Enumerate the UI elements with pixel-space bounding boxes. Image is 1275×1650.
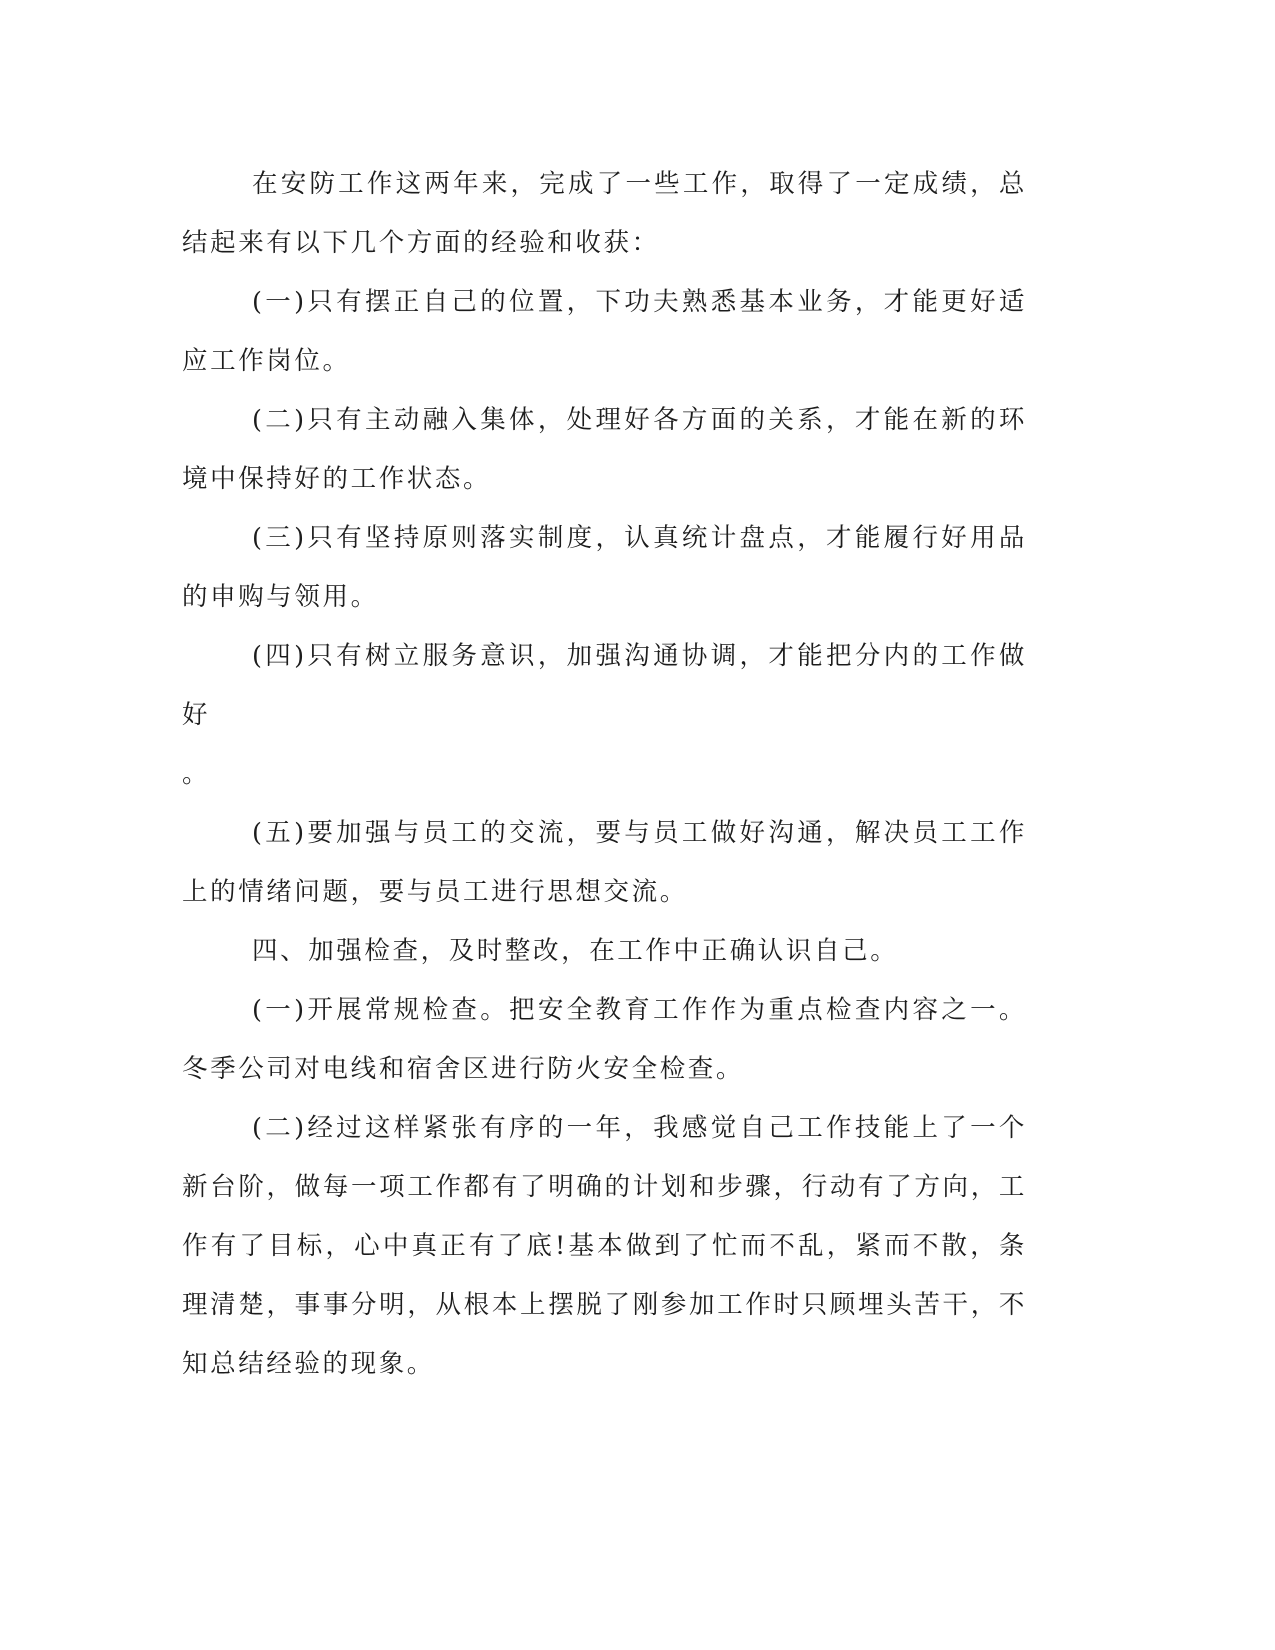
paragraph-intro: 在安防工作这两年来，完成了一些工作，取得了一定成绩，总结起来有以下几个方面的经验和收获： <box>182 169 1027 258</box>
paragraph-item-3: (三)只有坚持原则落实制度，认真统计盘点，才能履行好用品的申购与领用。 <box>182 523 1027 612</box>
paragraph-item-1: (一)只有摆正自己的位置，下功夫熟悉基本业务，才能更好适应工作岗位。 <box>182 287 1027 376</box>
paragraph-item-5: (五)要加强与员工的交流，要与员工做好沟通，解决员工工作上的情绪问题，要与员工进行思想交流。 <box>182 818 1027 907</box>
paragraph-check-2: (二)经过这样紧张有序的一年，我感觉自己工作技能上了一个新台阶，做每一项工作都有了明确的计划和步骤，行动有了方向，工作有了目标，心中真正有了底!基本做到了忙而不乱，紧而不散，条理清楚，事事分明，从根本上摆脱了刚参加工作时只顾埋头苦干，不知总结经验的现象。 <box>182 1113 1027 1379</box>
paragraph-item-4-end: 。 <box>182 759 211 789</box>
document-body <box>182 155 1027 1394</box>
paragraph-item-4: (四)只有树立服务意识，加强沟通协调，才能把分内的工作做好 <box>182 641 1027 730</box>
paragraph-item-2: (二)只有主动融入集体，处理好各方面的关系，才能在新的环境中保持好的工作状态。 <box>182 405 1027 494</box>
section-heading-4: 四、加强检查，及时整改，在工作中正确认识自己。 <box>252 936 899 966</box>
paragraph-check-1: (一)开展常规检查。把安全教育工作作为重点检查内容之一。冬季公司对电线和宿舍区进行防火安全检查。 <box>182 995 1027 1084</box>
